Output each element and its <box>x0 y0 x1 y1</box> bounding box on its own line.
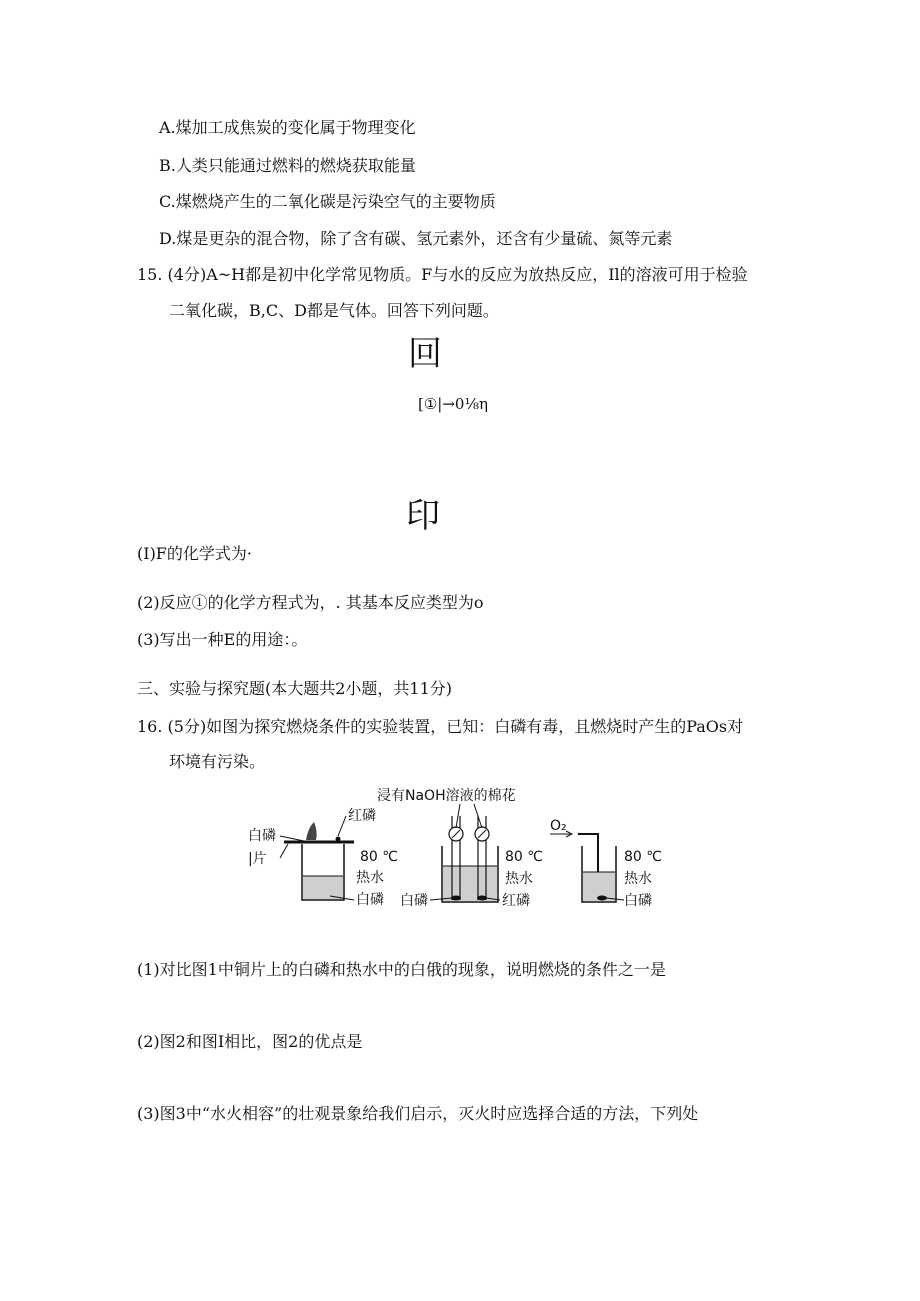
question-15-sub3: (3)写出一种E的用途：。 <box>137 630 308 649</box>
fig3-o2-label: O₂ <box>550 818 567 834</box>
section-3-heading: 三、实验与探究题(本大题共2小题，共11分) <box>137 679 453 698</box>
question-16-sub2: (2)图2和图I相比，图2的优点是 <box>137 1032 363 1051</box>
question-16-sub3: (3)图3中“水火相容”的壮观景象给我们启示，灭火时应选择合适的方法，下列处 <box>137 1104 699 1123</box>
question-15-line2: 二氧化碳，B,C、D都是气体。回答下列问题。 <box>169 301 499 320</box>
diagram-top-glyph: 回 <box>408 334 442 374</box>
fig3-water-label: 热水 <box>624 871 652 887</box>
question-15-sub1: (I)F的化学式为· <box>137 544 252 563</box>
fig3-temp-label: 80 ℃ <box>624 849 662 865</box>
fig1-water-label: 热水 <box>356 870 384 886</box>
question-16-line1: 16. (5分)如图为探究燃烧条件的实验装置，已知：白磷有毒，且燃烧时产生的PaOs对 <box>137 717 744 736</box>
fig2-left-label: 白磷 <box>400 893 428 909</box>
question-16-line2: 环境有污染。 <box>169 752 266 771</box>
option-a: A.煤加工成焦炭的变化属于物理变化 <box>159 118 416 137</box>
fig3-bottom-label: 白磷 <box>624 893 652 909</box>
figure-top-label: 浸有NaOH溶液的棉花 <box>377 788 516 804</box>
fig1-pian-label: |片 <box>248 851 267 867</box>
fig1-baiplin-label: 白磷 <box>248 828 276 844</box>
figure-3 <box>550 818 662 909</box>
figure-1 <box>248 807 398 908</box>
fig1-bottom-label: 白磷 <box>356 892 384 908</box>
question-15-sub2: (2)反应①的化学方程式为，. 其基本反应类型为o <box>137 593 484 612</box>
question-16-sub1: (1)对比图1中铜片上的白磷和热水中的白俄的现象，说明燃烧的条件之一是 <box>137 960 666 979</box>
option-c: C.煤燃烧产生的二氧化碳是污染空气的主要物质 <box>159 192 496 211</box>
fig1-temp-label: 80 ℃ <box>360 849 398 865</box>
fig1-hongplin-label: 红磷 <box>348 808 376 824</box>
fig2-temp-label: 80 ℃ <box>505 849 543 865</box>
question-15-line1: 15. (4分)A~H都是初中化学常见物质。F与水的反应为放热反应，Il的溶液可用于检验 <box>137 265 748 284</box>
option-d: D.煤是更杂的混合物，除了含有碳、氢元素外，还含有少量硫、氮等元素 <box>159 229 673 248</box>
diagram-bottom-glyph: 印 <box>406 496 440 536</box>
figure-2 <box>400 804 543 909</box>
fig2-right-label: 红磷 <box>502 893 530 909</box>
combustion-experiment-figure <box>244 786 676 914</box>
diagram-middle-text: [①|→0⅛η <box>418 395 488 413</box>
fig2-water-label: 热水 <box>505 871 533 887</box>
option-b: B.人类只能通过燃料的燃烧获取能量 <box>159 156 416 175</box>
